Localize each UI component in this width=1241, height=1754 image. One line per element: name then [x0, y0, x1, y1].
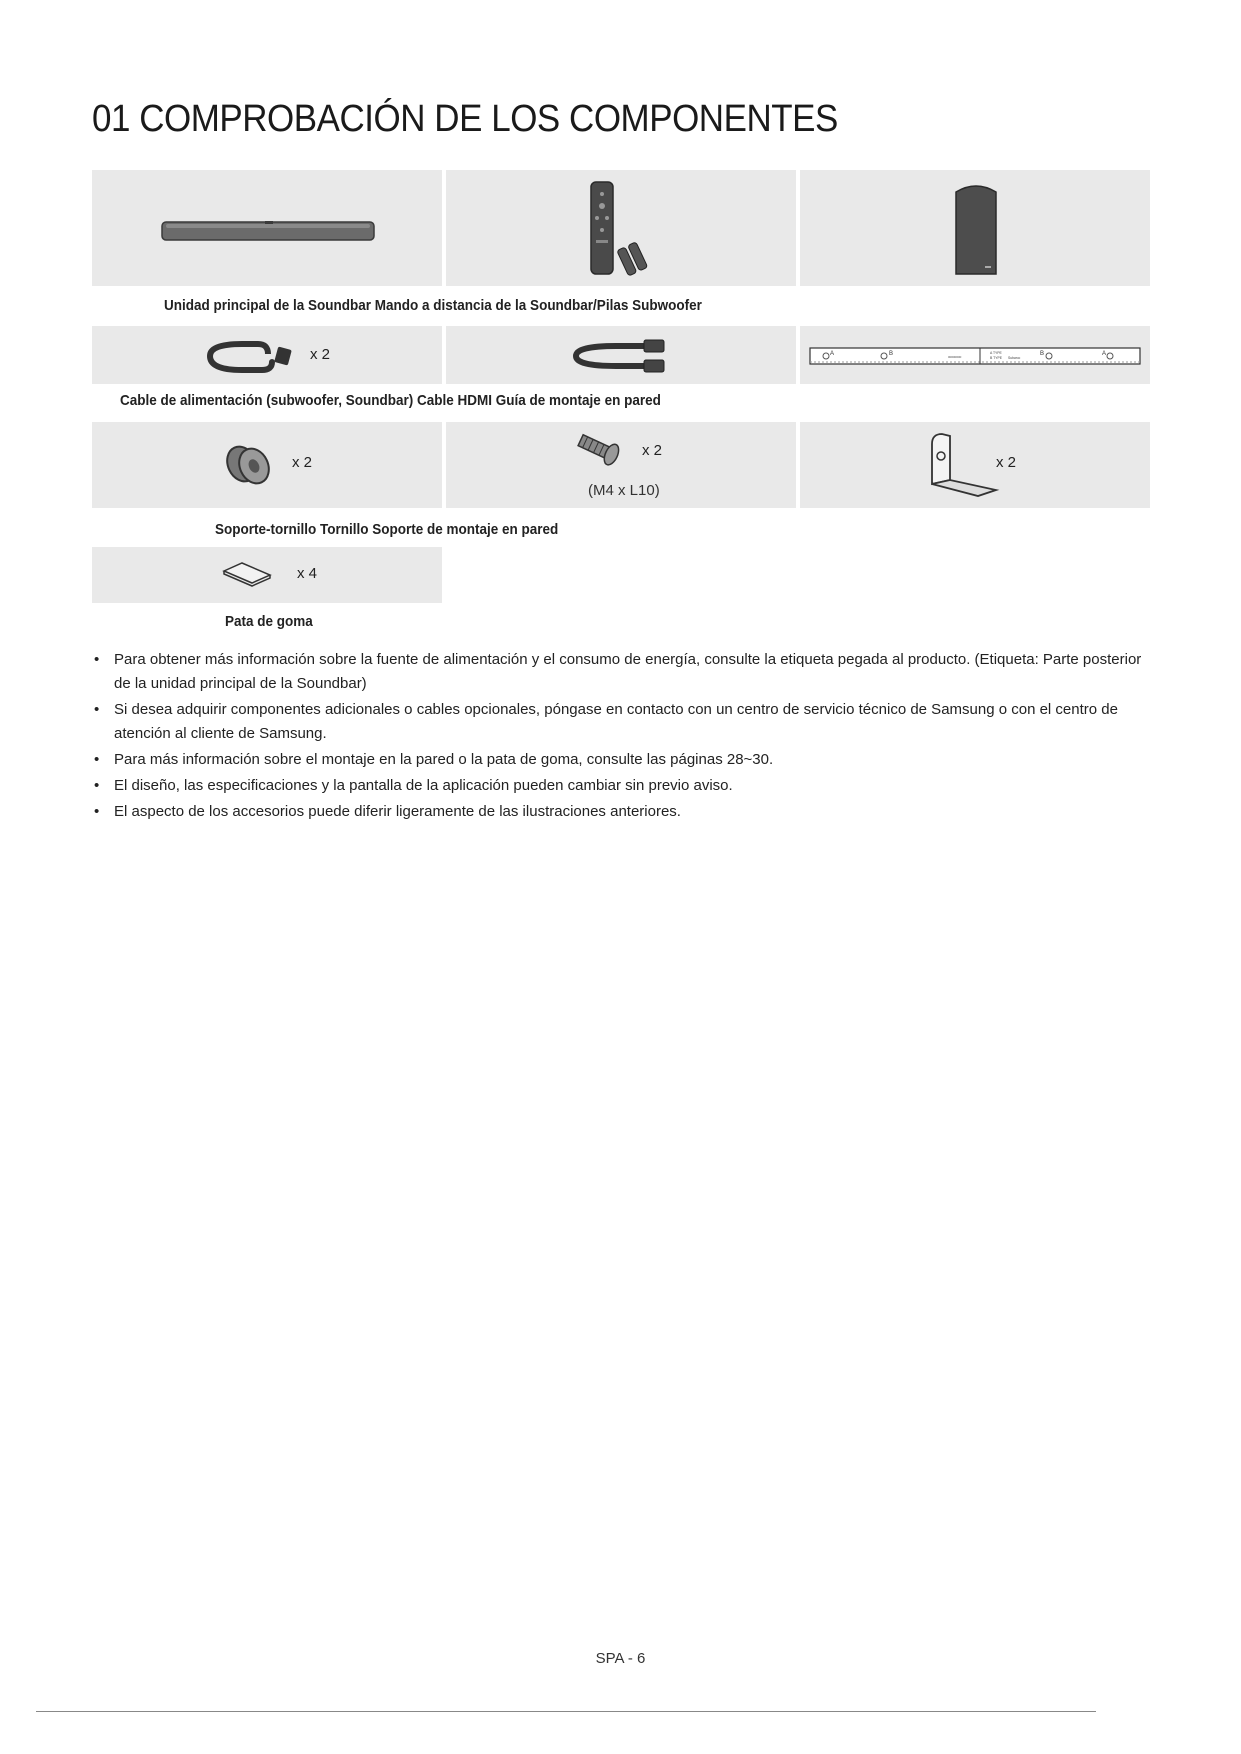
- component-cell-power-cable: [92, 326, 442, 384]
- component-cell-hdmi: [446, 326, 796, 384]
- component-cell-subwoofer: [800, 170, 1150, 286]
- subwoofer-icon: [800, 170, 1150, 286]
- remote-batteries-icon: [446, 170, 796, 286]
- component-cell-soundbar: [92, 170, 442, 286]
- note-item: • Si desea adquirir componentes adicionales o cables opcionales, póngase en contacto con un centro de servicio técnico de Samsung o con el centro de atención al cliente de Samsung.: [92, 698, 1152, 746]
- screw-size-label: (M4 x L10): [588, 482, 660, 499]
- power-cable-icon: [92, 326, 442, 384]
- note-item: • El aspecto de los accesorios puede diferir ligeramente de las ilustraciones anteriores.: [92, 800, 1152, 824]
- guide-type-a-text: A TYPE: [990, 351, 1002, 355]
- notes-list: [92, 648, 1152, 826]
- footer-divider: [36, 1711, 1096, 1712]
- quantity-label: x 2: [642, 442, 663, 459]
- component-cell-remote: [446, 170, 796, 286]
- page-title: 01 COMPROBACIÓN DE LOS COMPONENTES: [92, 98, 838, 140]
- holder-screw-icon: [92, 422, 442, 508]
- guide-code-text: 00000000: [948, 355, 962, 359]
- quantity-label: x 2: [996, 454, 1017, 471]
- component-cell-wall-guide: [800, 326, 1150, 384]
- component-cell-rubber-foot: [92, 547, 442, 603]
- note-item: • El diseño, las especificaciones y la pantalla de la aplicación pueden cambiar sin previo aviso.: [92, 774, 1152, 798]
- quantity-label: x 2: [310, 346, 331, 363]
- note-item: • Para obtener más información sobre la fuente de alimentación y el consumo de energía, consulte la etiqueta pegada al producto. (Etiqueta: Parte posterior de la unidad principal de la Soundbar): [92, 648, 1152, 696]
- rubber-foot-icon: [92, 547, 442, 603]
- component-cell-holder-screw: [92, 422, 442, 508]
- caption-row-3: Soporte-tornillo Tornillo Soporte de montaje en pared: [215, 521, 559, 538]
- soundbar-icon: [92, 170, 442, 286]
- caption-row-2: Cable de alimentación (subwoofer, Soundbar) Cable HDMI Guía de montaje en pared: [120, 392, 661, 409]
- caption-row-1: Unidad principal de la Soundbar Mando a distancia de la Soundbar/Pilas Subwoofer: [164, 297, 702, 314]
- guide-subwoofer-text: Subwoo: [1008, 356, 1021, 360]
- guide-label-a-right: A: [1102, 351, 1107, 357]
- page-number: SPA - 6: [595, 1650, 646, 1667]
- guide-label-b-right: B: [1040, 351, 1045, 357]
- component-cell-screw: [446, 422, 796, 508]
- component-cell-wall-bracket: [800, 422, 1150, 508]
- guide-label-a-left: A: [830, 351, 835, 357]
- note-item: • Para más información sobre el montaje en la pared o la pata de goma, consulte las páginas 28~30.: [92, 748, 1152, 772]
- caption-row-4: Pata de goma: [225, 613, 313, 630]
- wall-mount-guide-icon: [800, 326, 1150, 384]
- wall-bracket-icon: [800, 422, 1150, 508]
- hdmi-cable-icon: [446, 326, 796, 384]
- quantity-label: x 4: [297, 565, 318, 582]
- quantity-label: x 2: [292, 454, 313, 471]
- guide-type-b-text: B TYPE: [990, 356, 1002, 360]
- guide-label-b-left: B: [889, 351, 894, 357]
